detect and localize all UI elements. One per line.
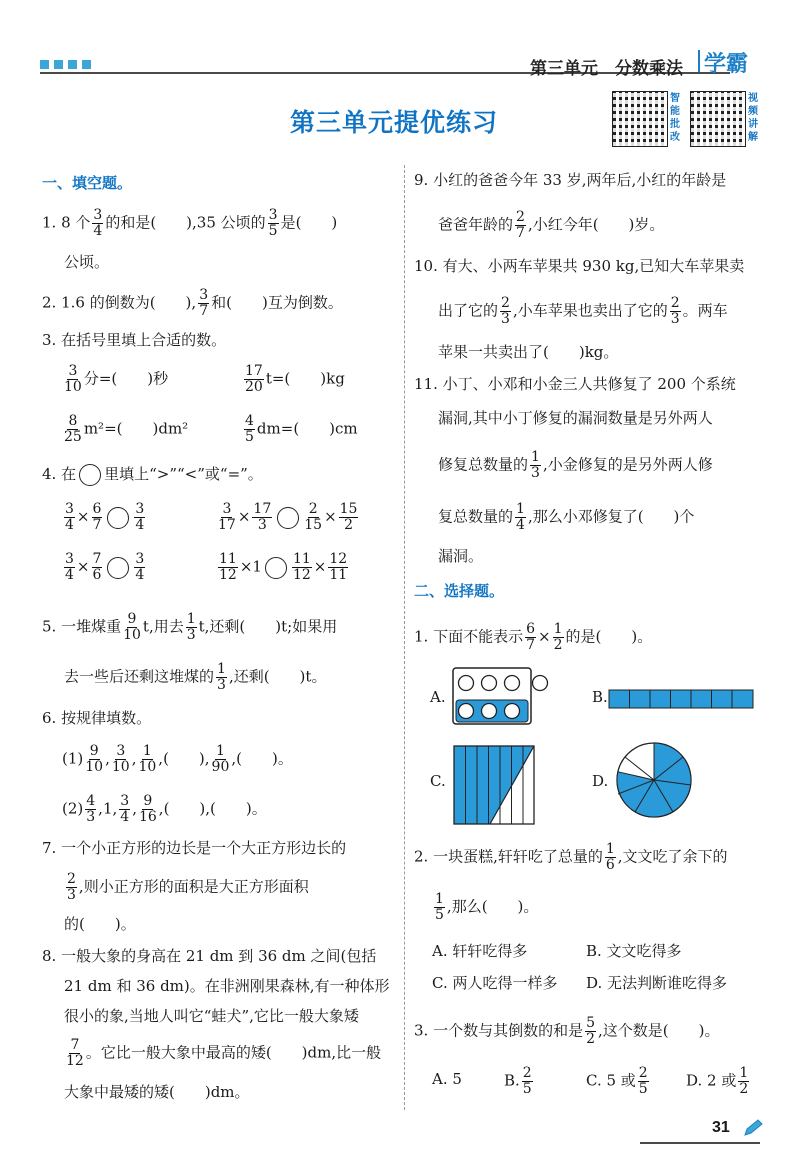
question-6: 6. 按规律填数。	[42, 709, 152, 727]
question-8-cont: 很小的象,当地人叫它“蛙犬”,它比一般大象矮	[64, 1007, 359, 1025]
q4-expr: $\frac{11}{12}$ ×1 $\frac{11}{12}$ × $\frac{12}{11}$	[219, 551, 348, 583]
question-11-cont: 漏洞。	[438, 547, 484, 565]
page-number: 31	[712, 1119, 730, 1136]
question-3: 3. 在括号里填上合适的数。	[42, 331, 227, 349]
qr-code-icon[interactable]	[690, 91, 746, 147]
unit-title: 第三单元 分数乘法	[530, 59, 683, 78]
q4-expr: $\frac{3}{4}$ × $\frac{6}{7}$ $\frac{3}{4}$	[65, 501, 145, 533]
qr-label: 智能批改	[670, 93, 680, 143]
footer-rule	[640, 1142, 760, 1144]
q4-expr: $\frac{3}{17}$ × $\frac{17}{3}$ $\frac{2}{15}$ × $\frac{15}{2}$	[218, 501, 358, 533]
question-5: 5. 一堆煤重 $\frac{9}{10}$ t,用去 $\frac{1}{3}$ t,还剩( )t;如果用	[42, 611, 338, 643]
option-b[interactable]: B. $\frac{2}{5}$	[504, 1065, 532, 1097]
question-8-cont: 21 dm 和 36 dm)。在非洲刚果森林,有一种体形	[64, 977, 390, 995]
page-header	[0, 0, 800, 80]
page-title: 第三单元提优练习	[290, 109, 499, 137]
question-1-cont: 公顷。	[64, 253, 110, 271]
option-b-label[interactable]: B.	[592, 688, 608, 706]
question-1: 1. 8 个 $\frac{3}{4}$ 的和是( ),35 公顷的 $\frac{3}{5}$ 是( )	[42, 207, 338, 239]
column-divider	[404, 165, 405, 1110]
option-b-figure[interactable]	[608, 688, 754, 712]
option-d[interactable]: D. 无法判断谁吃得多	[586, 974, 728, 992]
q4-expr: $\frac{3}{4}$ × $\frac{7}{6}$ $\frac{3}{4}$	[65, 551, 145, 583]
circle-blank-icon	[79, 464, 101, 486]
section-heading: 二、选择题。	[414, 583, 505, 600]
header-decoration	[82, 60, 91, 69]
question-11-cont: 漏洞,其中小丁修复的漏洞数量是另外两人	[438, 409, 713, 427]
compare-circle[interactable]	[107, 507, 129, 529]
question-10: 10. 有大、小两车苹果共 930 kg,已知大车苹果卖	[414, 257, 745, 275]
q3-item: $\frac{3}{10}$ 分=( )秒	[64, 363, 169, 395]
question-10-cont: 苹果一共卖出了( )kg。	[438, 343, 619, 361]
option-d-figure[interactable]	[614, 740, 694, 820]
question-2: 2. 1.6 的倒数为( ), $\frac{3}{7}$ 和( )互为倒数。	[42, 287, 343, 319]
compare-circle[interactable]	[277, 507, 299, 529]
option-d-label[interactable]: D.	[592, 772, 609, 790]
question-5-cont: 去一些后还剩这堆煤的 $\frac{1}{3}$ ,还剩( )t。	[64, 661, 327, 693]
question-10-cont: 出了它的 $\frac{2}{3}$ ,小车苹果也卖出了它的 $\frac{2}{3}$ 。两车	[438, 295, 728, 327]
question-8: 8. 一般大象的身高在 21 dm 到 36 dm 之间(包括	[42, 947, 377, 965]
option-b[interactable]: B. 文文吃得多	[586, 942, 682, 960]
choice-question-2-cont: $\frac{1}{5}$ ,那么( )。	[435, 891, 539, 923]
question-11-cont: 复总数量的 $\frac{1}{4}$ ,那么小邓修复了( )个	[438, 501, 695, 533]
q6-row-2: (2) $\frac{4}{3}$ ,1, $\frac{3}{4}$ , $\frac{9}{16}$ ,( ),( )。	[62, 793, 267, 825]
compare-circle[interactable]	[107, 557, 129, 579]
brand-logo: 学霸	[704, 51, 749, 76]
q6-row-1: (1) $\frac{9}{10}$ , $\frac{3}{10}$ , $\frac{1}{10}$ ,( ), $\frac{1}{90}$ ,( )。	[62, 743, 293, 775]
question-11: 11. 小丁、小邓和小金三人共修复了 200 个系统	[414, 375, 736, 393]
question-7: 7. 一个小正方形的边长是一个大正方形边长的	[42, 839, 347, 857]
qr-label: 视频讲解	[748, 93, 758, 143]
q3-item: $\frac{17}{20}$ t=( )kg	[245, 363, 345, 395]
question-11-cont: 修复总数量的 $\frac{1}{3}$ ,小金修复的是另外两人修	[438, 449, 713, 481]
question-4: 4. 在 里填上“>”“<”或“=”。	[42, 464, 263, 486]
option-a-figure[interactable]	[452, 666, 552, 726]
question-9-cont: 爸爸年龄的 $\frac{2}{7}$ ,小红今年( )岁。	[438, 209, 665, 241]
compare-circle[interactable]	[265, 557, 287, 579]
option-c[interactable]: C. 两人吃得一样多	[432, 974, 558, 992]
q3-item: $\frac{8}{25}$ m²=( )dm²	[64, 413, 189, 445]
option-a[interactable]: A. 5	[432, 1070, 462, 1088]
option-c-label[interactable]: C.	[430, 772, 446, 790]
question-9: 9. 小红的爸爸今年 33 岁,两年后,小红的年龄是	[414, 171, 727, 189]
section-heading: 一、填空题。	[42, 175, 133, 192]
choice-question-2: 2. 一块蛋糕,轩轩吃了总量的 $\frac{1}{6}$ ,文文吃了余下的	[414, 841, 728, 873]
header-decoration	[68, 60, 77, 69]
question-8-cont: $\frac{7}{12}$ 。它比一般大象中最高的矮( )dm,比一般	[66, 1037, 382, 1069]
option-c-figure[interactable]	[452, 744, 536, 826]
question-7-cont: 的( )。	[64, 915, 136, 933]
choice-question-1: 1. 下面不能表示 $\frac{6}{7}$ × $\frac{1}{2}$ 的是( )。	[414, 621, 653, 653]
header-decoration	[54, 60, 63, 69]
question-8-cont: 大象中最矮的矮( )dm。	[64, 1083, 250, 1101]
question-7-cont: $\frac{2}{3}$ ,则小正方形的面积是大正方形面积	[67, 871, 309, 903]
option-c[interactable]: C. 5 或 $\frac{2}{5}$	[586, 1065, 648, 1097]
choice-question-3: 3. 一个数与其倒数的和是 $\frac{5}{2}$ ,这个数是( )。	[414, 1015, 720, 1047]
option-a[interactable]: A. 轩轩吃得多	[432, 942, 528, 960]
header-decoration	[40, 60, 49, 69]
brand-bar	[698, 50, 700, 72]
q3-item: $\frac{4}{5}$ dm=( )cm	[245, 413, 358, 445]
option-d[interactable]: D. 2 或 $\frac{1}{2}$	[686, 1065, 749, 1097]
option-a-label[interactable]: A.	[430, 688, 446, 706]
pencil-icon	[742, 1118, 764, 1138]
qr-code-icon[interactable]	[612, 91, 668, 147]
